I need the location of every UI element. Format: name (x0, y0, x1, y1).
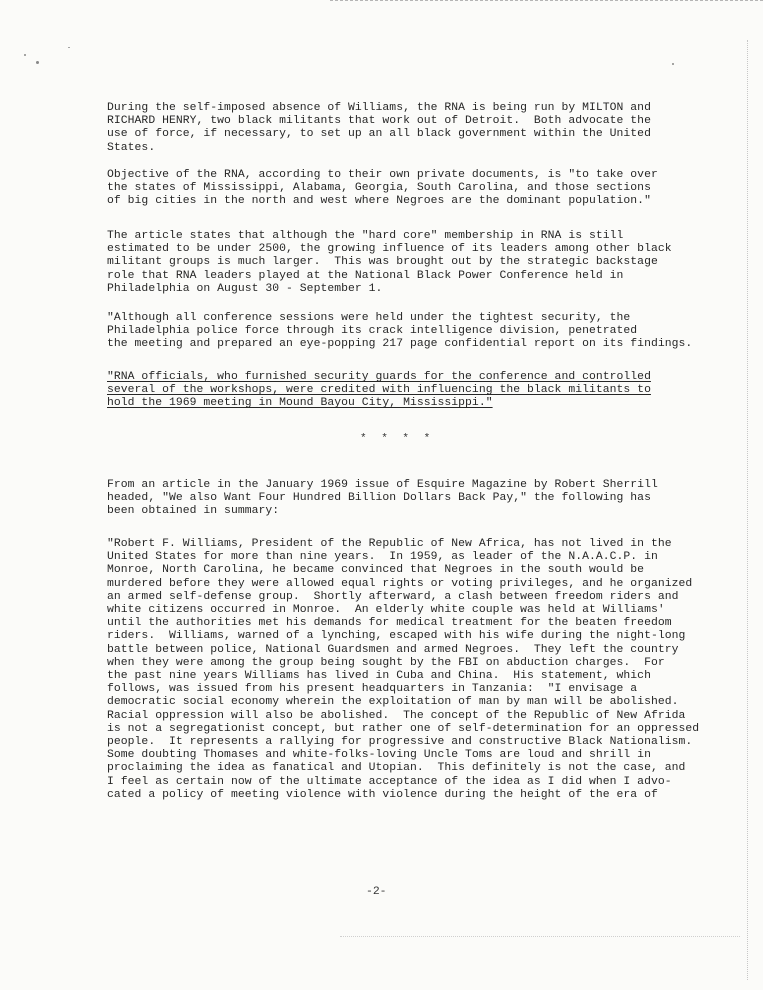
paragraph-membership: The article states that although the "hard core" membership in RNA is still estimated to be under 2500, the growing influence of its leaders among other black militant groups is much larger. This was brought out by the strategic backstage role that RNA leaders played at the National Black Power Conference held in Philadelphia on August 30 - September 1. (107, 230, 672, 295)
paragraph-rna-objective: Objective of the RNA, according to their own private documents, is "to take over the states of Mississippi, Alabama, Georgia, South Carolina, and those sections of big cities in the north and west where Negroes are the dominant population." (107, 169, 658, 208)
paragraph-conference-security: "Although all conference sessions were held under the tightest security, the Philadelphia police force through its crack intelligence division, penetrated the meeting and prepared an eye-popping 217 page confidential report on its findings. (107, 312, 693, 351)
paragraph-rna-leadership: During the self-imposed absence of Williams, the RNA is being run by MILTON and RICHARD HENRY, two black militants that work out of Detroit. Both advocate the use of force, if necessary, to set up an all black government within the United States. (107, 102, 651, 154)
section-separator: * * * * (360, 433, 435, 445)
paragraph-rna-officials: "RNA officials, who furnished security guards for the conference and controlled several of the workshops, were credited with influencing the black militants to hold the 1969 meeting in Mound Bayou City, Mississippi." (107, 371, 651, 410)
scan-speck (24, 54, 26, 56)
scan-speck (36, 61, 39, 64)
paragraph-esquire-intro: From an article in the January 1969 issue of Esquire Magazine by Robert Sherrill headed, "We also Want Four Hundred Billion Dollars Back Pay," the following has been obtained in summary: (107, 479, 658, 518)
paragraph-williams-summary: "Robert F. Williams, President of the Republic of New Africa, has not lived in the United States for more than nine years. In 1959, as leader of the N.A.A.C.P. in Monroe, North Carolina, he became convinced that Negroes in the south would be murdered before they were allowed equal rights or voting privileges, and he organized an armed self-defense group. Shortly afterward, a clash between freedom riders and white citizens occurred in Monroe. An elderly white couple was held at Williams' until the authorities met his demands for medical treatment for the beaten freedom riders. Williams, warned of a lynching, escaped with his wife during the night-long battle between police, National Guardsmen and armed Negroes. They left the country when they were among the group being sought by the FBI on abduction charges. For the past nine years Williams has lived in Cuba and China. His statement, which follows, was issued from his present headquarters in Tanzania: "I envisage a democratic social economy wherein the exploitation of man by man will be abolished. Racial oppression will also be abolished. The concept of the Republic of New Afrida is not a segregationist concept, but rather one of self-determination for an oppressed people. It represents a rallying for progressive and constructive Black Nationalism. Some doubting Thomases and white-folks-loving Uncle Toms are loud and shrill in proclaiming the idea as fanatical and Utopian. This definitely is not the case, and I feel as certain now of the ultimate acceptance of the idea as I did when I advo- cated a policy of meeting violence with violence during the height of the era of (107, 538, 700, 801)
top-border-artifact (330, 0, 763, 4)
page-number: -2- (366, 886, 387, 898)
bottom-noise-artifact (340, 936, 740, 939)
scan-speck (68, 47, 70, 48)
right-edge-artifact (747, 40, 749, 980)
scan-speck (672, 63, 674, 65)
